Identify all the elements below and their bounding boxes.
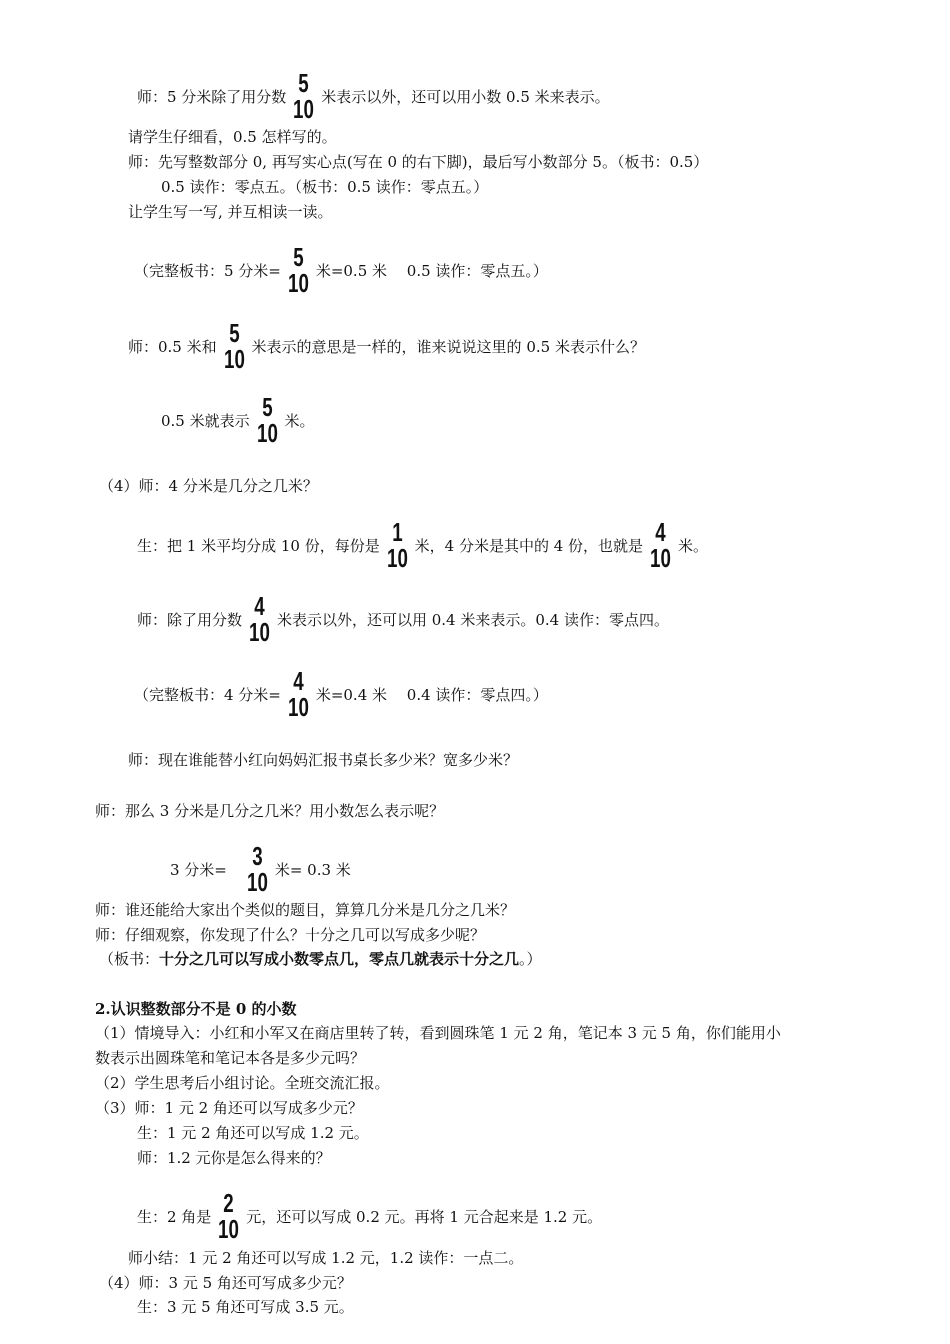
text: （板书： [99, 950, 160, 968]
text: 3 分米= [170, 861, 227, 879]
text: 生：2 角是 [137, 1208, 212, 1226]
fraction-numerator: 5 [293, 242, 304, 272]
fraction-numerator: 2 [223, 1188, 234, 1218]
fraction-numerator: 5 [298, 68, 309, 98]
text-line: （4）师：4 分米是几分之几米？ [99, 477, 318, 495]
text-line [134, 666, 548, 722]
text-line: 生：3 元 5 角还可写成 3.5 元。 [137, 1298, 354, 1316]
text-line [128, 318, 645, 374]
fraction-numerator: 3 [252, 841, 263, 871]
fraction-5-10 [220, 320, 249, 372]
text: 米=0.4 米 0.4 读作：零点四。） [315, 686, 548, 704]
fraction-denominator: 10 [249, 617, 270, 647]
text-line [170, 841, 351, 897]
fraction-3-10 [243, 843, 272, 895]
text: 。） [519, 950, 542, 968]
fraction-5-10 [253, 394, 282, 446]
text: 元，还可以写成 0.2 元。再将 1 元合起来是 1.2 元。 [246, 1208, 603, 1226]
text-line: 师：那么 3 分米是几分之几米？用小数怎么表示呢？ [95, 802, 445, 820]
fraction-numerator: 5 [228, 318, 240, 348]
text-line: 师：仔细观察，你发现了什么？十分之几可以写成多少呢？ [95, 926, 486, 944]
text: 师：5 分米除了用分数 [137, 88, 287, 106]
text: 米=0.5 米 0.5 读作：零点五。） [315, 262, 548, 280]
fraction-numerator: 5 [261, 392, 273, 422]
text-line: 师：现在谁能替小红向妈妈汇报书桌长多少米？宽多少米？ [128, 751, 519, 769]
fraction-4-10 [646, 519, 675, 571]
text: 师：0.5 米和 [128, 338, 217, 356]
text: 米表示的意思是一样的，谁来说说这里的 0.5 米表示什么？ [251, 338, 645, 356]
fraction-denominator: 10 [293, 94, 315, 124]
text-line: （3）师：1 元 2 角还可以写成多少元？ [95, 1099, 363, 1117]
text-line: 0.5 读作：零点五。（板书：0.5 读作：零点五。） [161, 178, 489, 196]
fraction-denominator: 10 [223, 344, 245, 374]
text-line: 师小结：1 元 2 角还可以写成 1.2 元，1.2 读作：一点二。 [128, 1249, 524, 1267]
text-line: 师：1.2 元你是怎么得来的？ [137, 1149, 331, 1167]
text: （完整板书：4 分米= [134, 686, 281, 704]
text-line: （1）情境导入：小红和小军又在商店里转了转，看到圆珠笔 1 元 2 角，笔记本 3 元 5 角，你们能用小 [95, 1024, 781, 1042]
text: 米表示以外，还可以用小数 0.5 米来表示。 [321, 88, 610, 106]
text: 米= 0.3 米 [274, 861, 351, 879]
text-line [137, 68, 610, 124]
fraction-2-10 [214, 1190, 243, 1242]
text: 米。 [284, 412, 315, 430]
fraction-5-10 [289, 70, 318, 122]
fraction-denominator: 10 [256, 418, 278, 448]
text-line: （2）学生思考后小组讨论。全班交流汇报。 [95, 1074, 390, 1092]
section-heading: 2.认识整数部分不是 0 的小数 [95, 1000, 297, 1018]
fraction-4-10 [284, 668, 313, 720]
text: 生：把 1 米平均分成 10 份，每份是 [137, 537, 380, 555]
text-line [137, 591, 669, 647]
text-line: 数表示出圆珠笔和笔记本各是多少元吗？ [95, 1049, 366, 1067]
text: 米表示以外，还可以用 0.4 米来表示。0.4 读作：零点四。 [276, 611, 669, 629]
text: 师：除了用分数 [137, 611, 243, 629]
text-line [137, 1188, 603, 1244]
fraction-numerator: 4 [254, 591, 265, 621]
fraction-numerator: 4 [293, 666, 304, 696]
text-line: （4）师：3 元 5 角还可写成多少元？ [99, 1274, 352, 1292]
text: 米。 [677, 537, 708, 555]
fraction-5-10 [284, 244, 313, 296]
text-line: 生：1 元 2 角还可以写成 1.2 元。 [137, 1124, 369, 1142]
fraction-denominator: 10 [246, 867, 268, 897]
text: 米，4 分米是其中的 4 份，也就是 [414, 537, 644, 555]
fraction-1-10 [383, 519, 412, 571]
bold-text: 十分之几可以写成小数零点几，零点几就表示十分之几 [159, 950, 520, 968]
text-line: 让学生写一写, 并互相读一读。 [128, 203, 333, 221]
text: （完整板书：5 分米= [134, 262, 281, 280]
fraction-4-10 [245, 593, 274, 645]
fraction-denominator: 10 [287, 268, 309, 298]
text-line [137, 517, 708, 573]
text-line: 师：先写整数部分 0, 再写实心点(写在 0 的右下脚)，最后写小数部分 5。（板书：0.5） [128, 153, 709, 171]
fraction-denominator: 10 [287, 692, 309, 722]
text-line [161, 392, 315, 448]
text-line [134, 242, 548, 298]
fraction-numerator: 4 [655, 517, 666, 547]
fraction-numerator: 1 [391, 517, 403, 547]
text: 0.5 米就表示 [161, 412, 250, 430]
fraction-denominator: 10 [218, 1214, 240, 1244]
text-line [99, 948, 542, 970]
text-line: 请学生仔细看，0.5 怎样写的。 [128, 128, 337, 146]
fraction-denominator: 10 [650, 543, 671, 573]
text-line: 师：谁还能给大家出个类似的题目，算算几分米是几分之几米？ [95, 901, 516, 919]
fraction-denominator: 10 [386, 543, 408, 573]
